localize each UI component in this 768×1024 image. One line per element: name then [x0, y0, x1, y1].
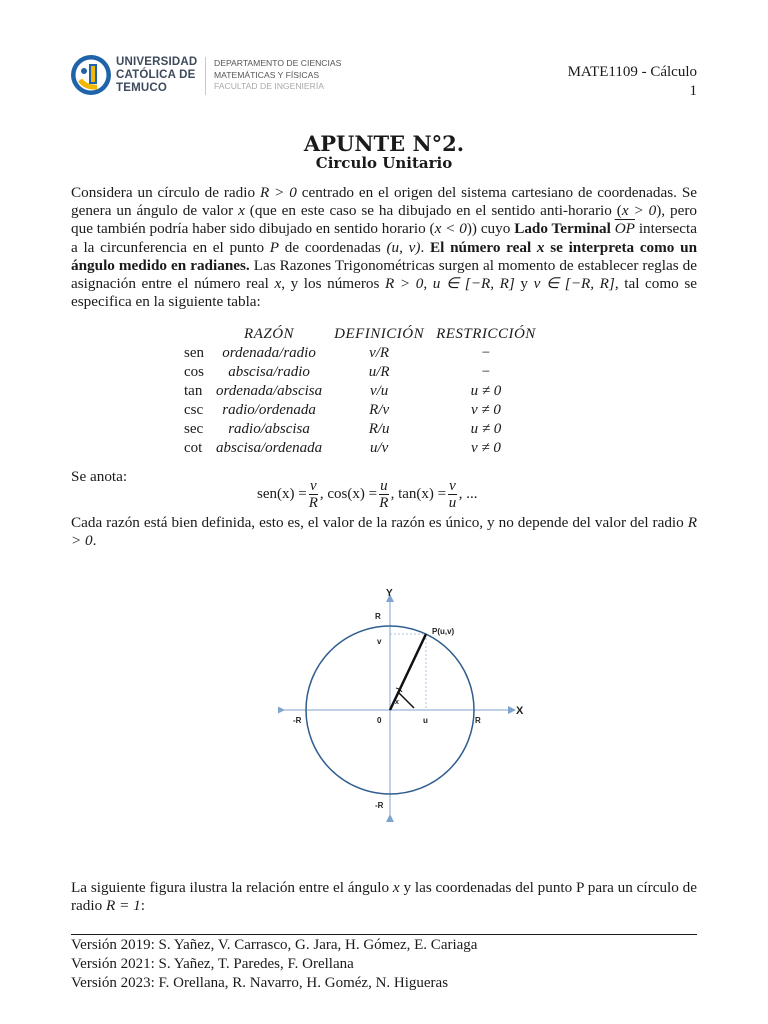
department-line-2: MATEMÁTICAS Y FÍSICAS — [214, 69, 320, 80]
department-name — [214, 58, 341, 93]
eq-cos-den: R — [379, 495, 389, 511]
row-definicion: u/v — [369, 440, 389, 456]
version-line: Versión 2019: S. Yañez, V. Carrasco, G. Jara, H. Gómez, E. Cariaga — [71, 937, 478, 953]
angle-label: x — [395, 699, 399, 706]
logo-divider — [205, 57, 206, 95]
row-restriccion: v ≠ 0 — [471, 402, 501, 418]
department-line-1: DEPARTAMENTO DE CIENCIAS — [214, 58, 342, 68]
row-definicion: v/u — [369, 383, 389, 399]
university-logo-icon — [70, 54, 112, 96]
eq-cos-lhs: , cos(x) = — [319, 486, 378, 502]
university-name — [116, 56, 197, 95]
page-title: APUNTE N°2. — [303, 131, 465, 156]
row-restriccion: u ≠ 0 — [470, 383, 502, 399]
table-header-blank — [178, 325, 210, 344]
row-restriccion: v ≠ 0 — [471, 440, 501, 456]
origin-label: 0 — [377, 716, 382, 725]
row-razon: ordenada/radio — [222, 345, 316, 361]
version-footer — [71, 936, 477, 993]
x-axis-label: X — [516, 705, 524, 717]
row-razon: radio/abscisa — [228, 421, 310, 437]
table-row — [178, 363, 542, 382]
row-restriccion: − — [481, 345, 491, 361]
page-number: 1 — [689, 83, 697, 99]
v-label: v — [377, 637, 382, 646]
header-razon: RAZÓN — [244, 326, 295, 342]
r-left-label: -R — [293, 716, 302, 725]
definition-paragraph: Cada razón está bien definida, esto es, el valor de la razón es único, y no depende del valor del radio R > 0. — [71, 514, 697, 550]
table-row — [178, 420, 542, 439]
r-top-label: R — [375, 612, 381, 621]
course-header — [568, 63, 697, 101]
eq-sen-lhs: sen(x) = — [257, 486, 307, 502]
table-row — [178, 382, 542, 401]
eq-tan-num: v — [449, 478, 456, 494]
row-restriccion: − — [481, 364, 491, 380]
u-label: u — [423, 716, 428, 725]
row-definicion: R/u — [368, 421, 390, 437]
eq-sen-fraction — [309, 478, 318, 511]
row-restriccion: u ≠ 0 — [470, 421, 502, 437]
row-definicion: v/R — [369, 345, 390, 361]
eq-cos-fraction — [379, 478, 389, 511]
row-razon: radio/ordenada — [222, 402, 316, 418]
row-razon: abscisa/ordenada — [216, 440, 323, 456]
eq-tan-den: u — [448, 495, 457, 511]
row-function: sec — [184, 421, 204, 437]
row-function: csc — [184, 402, 204, 418]
row-function: cos — [184, 364, 204, 380]
row-definicion: R/v — [369, 402, 390, 418]
trig-ratios-table — [178, 325, 542, 458]
eq-cos-num: u — [380, 478, 388, 494]
course-name: MATE1109 - Cálculo — [567, 64, 697, 80]
version-line: Versión 2023: F. Orellana, R. Navarro, H. Goméz, N. Higueras — [71, 975, 449, 991]
y-axis-label: Y — [386, 588, 393, 599]
anota-label: Se anota: — [71, 468, 128, 485]
version-line: Versión 2021: S. Yañez, T. Paredes, F. Orellana — [71, 956, 354, 972]
row-razon: abscisa/radio — [228, 364, 310, 380]
row-function: cot — [184, 440, 203, 456]
footer-divider — [71, 934, 697, 935]
r-bottom-label: -R — [375, 801, 384, 810]
header-definicion: DEFINICIÓN — [334, 326, 425, 342]
row-definicion: u/R — [368, 364, 390, 380]
eq-tan-fraction — [448, 478, 457, 511]
table-row — [178, 401, 542, 420]
eq-tail: , ... — [458, 486, 478, 502]
table-row — [178, 344, 542, 363]
eq-tan-lhs: , tan(x) = — [390, 486, 447, 502]
initial-side — [398, 692, 414, 708]
university-line-2: CATÓLICA DE — [116, 69, 196, 81]
table-row — [178, 439, 542, 458]
figure-intro-paragraph: La siguiente figura ilustra la relación entre el ángulo x y las coordenadas del punto P para un círculo de radio R = 1: — [71, 879, 697, 915]
intro-paragraph: Considera un círculo de radio R > 0 centrado en el origen del sistema cartesiano de coordenadas. Se genera un ángulo de valor x (que en este caso se ha dibujado en el sentido anti-horario (x > 0), pero que también podría haber sido dibujado en sentido horario (x < 0)) cuyo Lado Terminal $\overline{OP}$ intersecta a la circunferencia en el punto P de coordenadas (u, v). El número real x se interpreta como un ángulo medido en radianes. Las Razones Trigonométricas surgen al momento de establecer reglas de asignación entre el número real x, y los números R > 0, u ∈ [−R, R] y v ∈ [−R, R], tal como se especifica en la siguiente tabla: — [71, 184, 698, 311]
row-function: sen — [184, 345, 204, 361]
point-label: P(u,v) — [432, 627, 455, 636]
eq-sen-den: R — [308, 495, 318, 511]
eq-sen-num: v — [309, 478, 317, 494]
trig-equation — [257, 478, 478, 511]
r-right-label: R — [475, 716, 481, 725]
row-razon: ordenada/abscisa — [216, 383, 323, 399]
university-line-3: TEMUCO — [116, 82, 168, 94]
page-subtitle: Circulo Unitario — [315, 154, 453, 172]
table-header-row — [178, 325, 542, 344]
row-function: tan — [184, 383, 203, 399]
header-restriccion: RESTRICCIÓN — [436, 326, 536, 342]
unit-circle-diagram — [278, 582, 538, 826]
faculty-name: FACULTAD DE INGENIERÍA — [214, 81, 324, 91]
university-line-1: UNIVERSIDAD — [116, 56, 198, 68]
